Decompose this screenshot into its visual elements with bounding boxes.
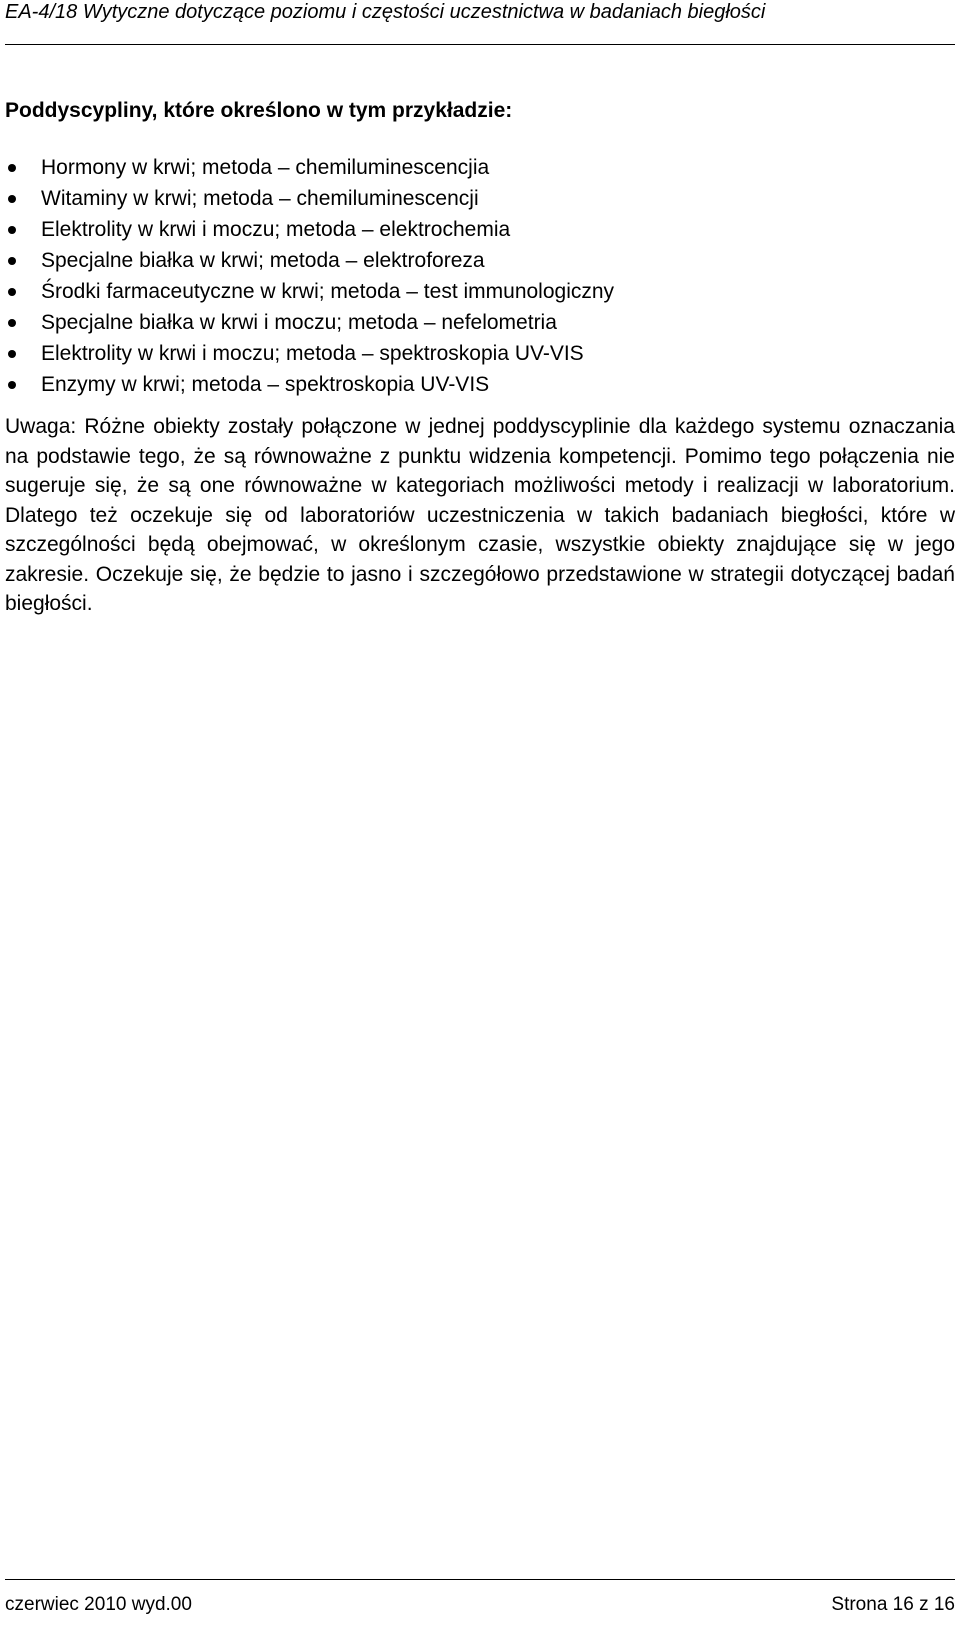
list-item-text: Środki farmaceutyczne w krwi; metoda – test immunologiczny xyxy=(41,280,615,303)
list-item-text: Enzymy w krwi; metoda – spektroskopia UV-VIS xyxy=(41,373,490,396)
note-paragraph: Uwaga: Różne obiekty zostały połączone w jednej poddyscyplinie dla każdego systemu oznaczania na podstawie tego, że są równoważne z punktu widzenia kompetencji. Pomimo tego połączenia nie sugeruje się, że są one równoważne w kategoriach możliwości metody i realizacji w laboratorium. Dlatego też oczekuje się od laboratoriów uczestniczenia w takich badaniach biegłości, które w szczególności będą obejmować, w określonym czasie, wszystkie obiekty znajdujące się w jego zakresie. Oczekuje się, że będzie to jasno i szczegółowo przedstawione w strategii dotyczącej badań biegłości. xyxy=(5,415,955,615)
list-item-text: Elektrolity w krwi i moczu; metoda – spektroskopia UV-VIS xyxy=(41,342,584,365)
section-heading: Poddyscypliny, które określono w tym przykładzie: xyxy=(5,99,513,122)
list-item-text: Specjalne białka w krwi i moczu; metoda – nefelometria xyxy=(41,311,557,334)
subdiscipline-list xyxy=(0,152,614,400)
list-item-text: Specjalne białka w krwi; metoda – elektroforeza xyxy=(41,249,485,272)
list-item xyxy=(0,214,614,245)
list-item xyxy=(0,369,614,400)
header-title: EA-4/18 Wytyczne dotyczące poziomu i częstości uczestnictwa w badaniach biegłości xyxy=(5,1,766,23)
bullet-icon xyxy=(8,288,16,296)
bullet-icon xyxy=(8,381,16,389)
bullet-icon xyxy=(8,319,16,327)
list-item xyxy=(0,276,614,307)
bullet-icon xyxy=(8,226,16,234)
list-item xyxy=(0,245,614,276)
page-footer xyxy=(5,1579,955,1625)
bullet-icon xyxy=(8,257,16,265)
bullet-icon xyxy=(8,350,16,358)
list-item-text: Hormony w krwi; metoda – chemiluminescencjia xyxy=(41,156,490,179)
bullet-icon xyxy=(8,195,16,203)
list-item xyxy=(0,307,614,338)
page-header xyxy=(5,0,955,45)
bullet-icon xyxy=(8,164,16,172)
list-item-text: Elektrolity w krwi i moczu; metoda – elektrochemia xyxy=(41,218,511,241)
list-item-text: Witaminy w krwi; metoda – chemiluminescencji xyxy=(41,187,479,210)
list-item xyxy=(0,338,614,369)
list-item xyxy=(0,183,614,214)
footer-page-number: Strona 16 z 16 xyxy=(831,1594,955,1615)
list-item xyxy=(0,152,614,183)
footer-date: czerwiec 2010 wyd.00 xyxy=(5,1594,192,1615)
